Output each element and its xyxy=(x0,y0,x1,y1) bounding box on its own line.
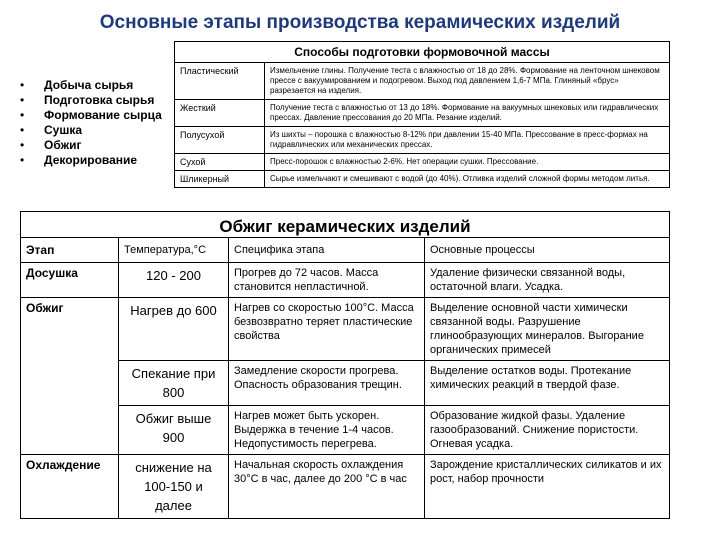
table-row xyxy=(175,100,670,127)
prep-method: Полусухой xyxy=(175,127,265,154)
list-item: • Подготовка сырья xyxy=(20,93,155,107)
column-header: Температура,°С xyxy=(119,238,229,263)
list-item: • Декорирование xyxy=(20,153,138,167)
temperature-cell: Обжиг выше 900 xyxy=(119,406,229,455)
prep-method: Сухой xyxy=(175,154,265,171)
table-header-row xyxy=(21,238,670,263)
table-row xyxy=(175,171,670,188)
processes-cell: Выделение основной части химически связанной воды. Разрушение глинообразующих минералов. Выгорание органических примесей xyxy=(425,298,670,361)
prep-method: Пластический xyxy=(175,63,265,100)
stage-cell: Обжиг xyxy=(21,298,119,455)
temperature-cell: снижение на 100-150 и далее xyxy=(119,455,229,519)
table-row xyxy=(21,406,670,455)
prep-method: Шликерный xyxy=(175,171,265,188)
table-row xyxy=(175,154,670,171)
temperature-cell: Нагрев до 600 xyxy=(119,298,229,361)
prep-description: Получение теста с влажностью от 13 до 18%. Формование на вакуумных шнековых или гидравлических прессах. Давление прессования до 20 МПа. Резание изделий. xyxy=(265,100,670,127)
temperature-cell: 120 - 200 xyxy=(119,263,229,298)
table-row xyxy=(21,455,670,519)
prep-description: Измельчение глины. Получение теста с влажностью от 18 до 28%. Формование на ленточном шнековом прессе с вакуумированием и подогревом. Выход под давлением 1,6-7 МПа. Глиняный «брус» разрезается на изделия. xyxy=(265,63,670,100)
column-header: Основные процессы xyxy=(425,238,670,263)
list-item: • Формование сырца xyxy=(20,108,162,122)
firing-table xyxy=(20,211,670,519)
processes-cell: Выделение остатков воды. Протекание химических реакций в твердой фазе. xyxy=(425,361,670,406)
prep-method: Жесткий xyxy=(175,100,265,127)
prep-description: Пресс-порошок с влажностью 2-6%. Нет операции сушки. Прессование. xyxy=(265,154,670,171)
table-row xyxy=(175,63,670,100)
specifics-cell: Начальная скорость охлаждения 30°С в час, далее до 200 °С в час xyxy=(229,455,425,519)
temperature-cell: Спекание при 800 xyxy=(119,361,229,406)
column-header: Специфика этапа xyxy=(229,238,425,263)
processes-cell: Зарождение кристаллических силикатов и их рост, набор прочности xyxy=(425,455,670,519)
prep-description: Сырье измельчают и смешивают с водой (до 40%). Отливка изделий сложной формы методом литья. xyxy=(265,171,670,188)
page-title: Основные этапы производства керамических изделий xyxy=(99,12,621,33)
specifics-cell: Нагрев может быть ускорен. Выдержка в течение 1-4 часов. Недопустимость перегрева. xyxy=(229,406,425,455)
prep-description: Из шихты – порошка с влажностью 8-12% при давлении 15-40 МПа. Прессование в пресс-формах на гидравлических или механических прессах. xyxy=(265,127,670,154)
processes-cell: Образование жидкой фазы. Удаление газообразований. Снижение пористости. Огневая усадка. xyxy=(425,406,670,455)
specifics-cell: Замедление скорости прогрева. Опасность образования трещин. xyxy=(229,361,425,406)
processes-cell: Удаление физически связанной воды, остаточной влаги. Усадка. xyxy=(425,263,670,298)
prep-methods-table xyxy=(174,41,670,188)
stages-list xyxy=(20,78,162,168)
stage-cell: Охлаждение xyxy=(21,455,119,519)
table-row xyxy=(21,361,670,406)
specifics-cell: Нагрев со скоростью 100°С. Масса безвозвратно теряет пластические свойства xyxy=(229,298,425,361)
prep-table-header: Способы подготовки формовочной массы xyxy=(175,42,670,63)
table-row xyxy=(175,127,670,154)
stage-cell: Досушка xyxy=(21,263,119,298)
list-item: • Сушка xyxy=(20,123,83,137)
list-item: • Добыча сырья xyxy=(20,78,134,92)
table-row xyxy=(21,263,670,298)
firing-table-header: Обжиг керамических изделий xyxy=(21,212,670,238)
column-header: Этап xyxy=(21,238,119,263)
specifics-cell: Прогрев до 72 часов. Масса становится непластичной. xyxy=(229,263,425,298)
list-item: • Обжиг xyxy=(20,138,82,152)
table-row xyxy=(21,298,670,361)
